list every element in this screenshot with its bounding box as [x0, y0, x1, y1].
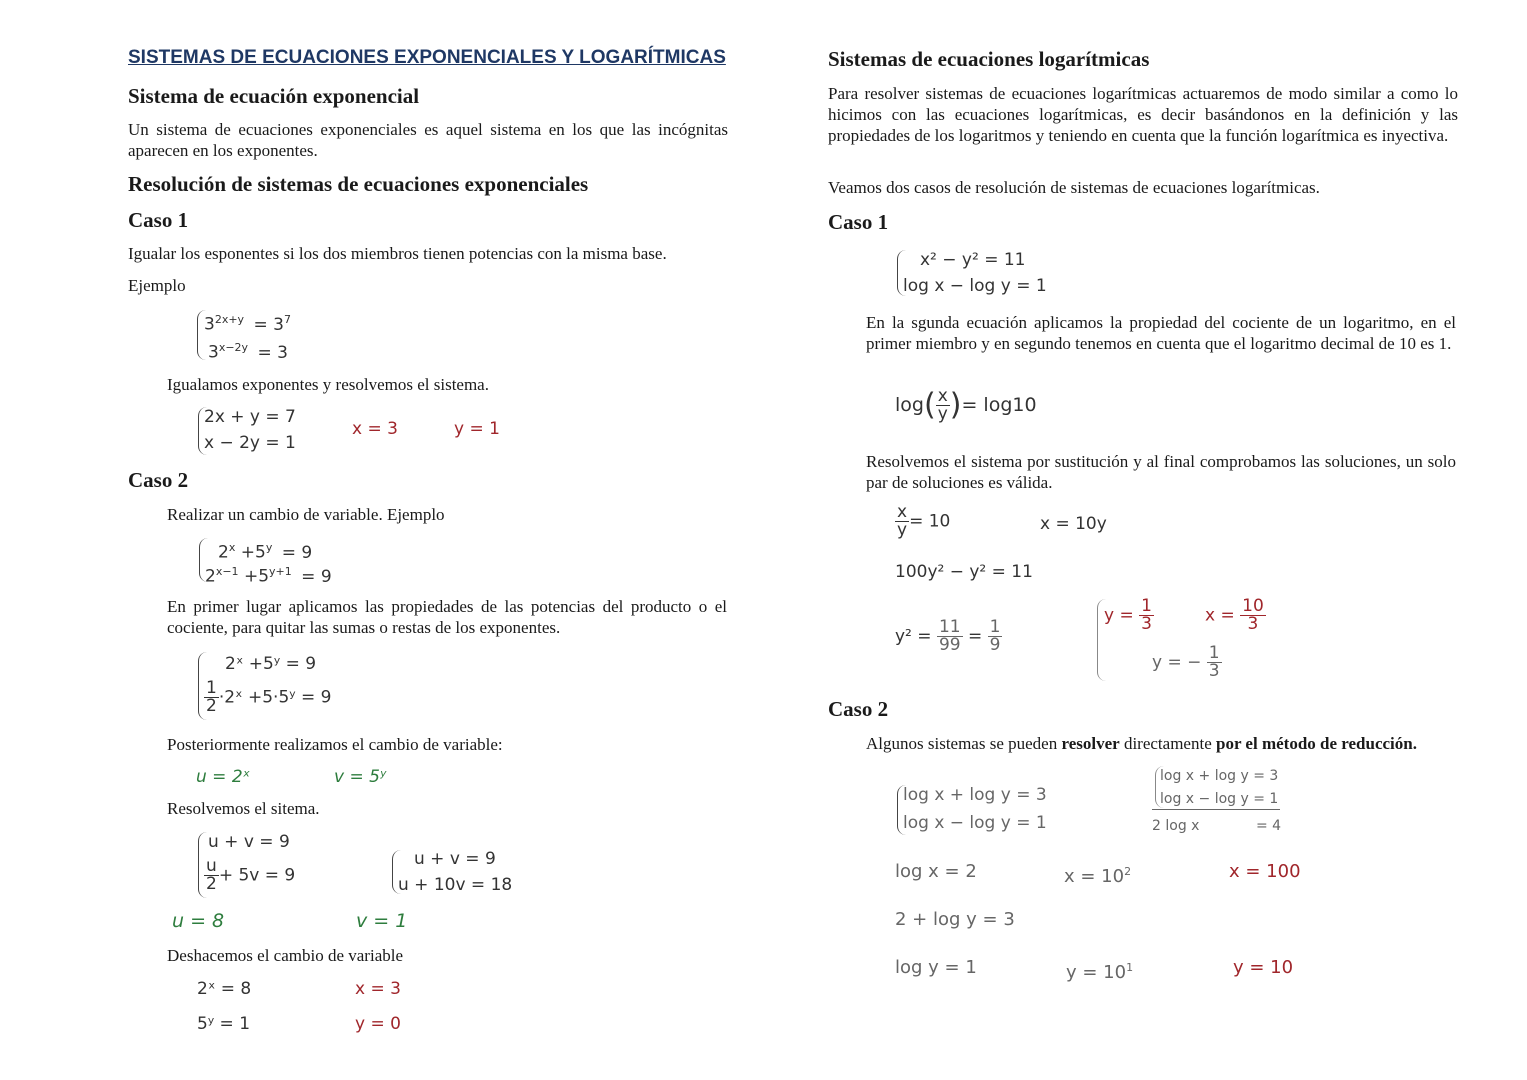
page-title: SISTEMAS DE ECUACIONES EXPONENCIALES Y LOGARÍTMICAS — [128, 47, 726, 68]
equation-row: log x − log y = 1 — [903, 276, 1047, 296]
intro-paragraph: Un sistema de ecuaciones exponenciales es aquel sistema en los que las incógnitas aparecen en los exponentes. — [128, 120, 728, 160]
caso1-heading: Caso 1 — [128, 208, 189, 232]
log-caso2-heading: Caso 2 — [828, 697, 889, 721]
u-value: u = 8 — [172, 910, 225, 932]
log-caso1-text1: En la sgunda ecuación aplicamos la propiedad del cociente de un logaritmo, en el primer miembro y en segundo tenemos en cuenta que el logaritmo decimal de 10 es 1. — [866, 313, 1456, 353]
result-row: $y = 10^1$ — [1066, 961, 1134, 983]
equation-row: $3^{x-2y} = 3$ — [208, 341, 288, 363]
equation-row: x − 2y = 1 — [204, 433, 296, 453]
equation-row: u + 10v = 18 — [398, 875, 513, 895]
example-label: Ejemplo — [128, 276, 186, 295]
final-y: y = 10 — [1233, 957, 1294, 978]
u-definition: u = 2ˣ — [196, 767, 251, 787]
equation-row: u + v = 9 — [208, 832, 290, 852]
equation-row: log x − log y = 1 — [903, 813, 1047, 833]
caso1-rule: Igualar los esponentes si los dos miembros tienen potencias con la misma base. — [128, 244, 667, 263]
reduction-text: Algunos sistemas se pueden resolver directamente por el método de reducción. — [866, 734, 1417, 753]
reduction-row: log x + log y = 3 — [1160, 768, 1279, 784]
undo-text: Deshacemos el cambio de variable — [167, 946, 404, 965]
reduction-sum: 2 log x — [1152, 818, 1200, 834]
equation-row: log x + log y = 3 — [903, 785, 1047, 805]
equation-row: x² − y² = 11 — [920, 250, 1026, 270]
y-squared-equation: y² = $\frac{11}{99}$ = $\frac{1}{9}$ — [895, 617, 1001, 655]
caso2-heading: Caso 2 — [128, 468, 189, 492]
log-quotient-equation: log( $\frac{x}{y}$ )= log10 — [895, 386, 1037, 424]
result-row: $x = 10^2$ — [1064, 865, 1132, 887]
section-heading-exponential: Sistema de ecuación exponencial — [128, 84, 420, 108]
equation-row: $3^{2x+y} = 3^7$ — [204, 313, 291, 335]
v-value: v = 1 — [356, 910, 408, 932]
substitution-fraction: $\frac{x}{y}$ = 10 — [897, 502, 951, 540]
equation-row: $\frac{1}{2}$ ·2ˣ +5·5ʸ = 9 — [206, 678, 332, 716]
caso2-rule: Realizar un cambio de variable. Ejemplo — [167, 505, 445, 524]
equation-row: $2^x +5^y = 9$ — [218, 541, 313, 563]
equation-row: $2^{x-1} +5^{y+1} = 9$ — [205, 565, 332, 587]
result-row: log y = 1 — [895, 957, 977, 978]
solution-y1: y = $\frac{1}{3}$ — [1104, 596, 1152, 634]
result-row: 2 + log y = 3 — [895, 909, 1015, 930]
log-intro-paragraph: Para resolver sistemas de ecuaciones logarítmicas actuaremos de modo similar a como lo hicimos con las ecuaciones logarítmicas, es decir basándonos en la definición y las propiedades de los logaritmos y teniendo en cuenta que la función logarítmica es inyectiva. — [828, 84, 1458, 145]
reduction-row: log x − log y = 1 — [1160, 791, 1279, 807]
log-intro2: Veamos dos casos de resolución de sistemas de ecuaciones logarítmicas. — [828, 178, 1320, 197]
final-equation: 2ˣ = 8 — [197, 979, 252, 999]
change-variable-text: Posteriormente realizamos el cambio de variable: — [167, 735, 503, 754]
properties-paragraph: En primer lugar aplicamos las propiedades de las potencias del producto o el cociente, para quitar las sumas o restas de los exponentes. — [167, 597, 727, 637]
final-equation: 5ʸ = 1 — [197, 1014, 251, 1034]
solution-x: x = 3 — [352, 419, 398, 439]
log-caso1-heading: Caso 1 — [828, 210, 889, 234]
log-caso1-text2: Resolvemos el sistema por sustitución y al final comprobamos las soluciones, un solo par de soluciones es válida. — [866, 452, 1456, 492]
equation-row: u + v = 9 — [414, 849, 496, 869]
step-text: Igualamos exponentes y resolvemos el sistema. — [167, 375, 489, 394]
x-substitution: x = 10y — [1040, 514, 1107, 534]
v-definition: v = 5ʸ — [334, 767, 387, 787]
result-row: log x = 2 — [895, 861, 977, 882]
solution-y: y = 1 — [454, 419, 500, 439]
resolution-heading: Resolución de sistemas de ecuaciones exponenciales — [128, 172, 589, 196]
substituted-equation: 100y² − y² = 11 — [895, 562, 1033, 582]
equation-row: $\frac{u}{2}$ + 5v = 9 — [206, 856, 296, 894]
solution-x1: x = $\frac{10}{3}$ — [1205, 596, 1264, 634]
final-solution-y: y = 0 — [355, 1014, 401, 1034]
equation-row: 2ˣ +5ʸ = 9 — [225, 654, 317, 674]
equation-row: 2x + y = 7 — [204, 407, 296, 427]
solve-text: Resolvemos el sitema. — [167, 799, 320, 818]
final-solution-x: x = 3 — [355, 979, 401, 999]
reduction-line — [1152, 809, 1280, 810]
reduction-sum-rhs: = 4 — [1256, 818, 1282, 834]
final-x: x = 100 — [1229, 861, 1301, 882]
solution-y2: y = − $\frac{1}{3}$ — [1152, 643, 1220, 681]
log-section-heading: Sistemas de ecuaciones logarítmicas — [828, 47, 1150, 71]
